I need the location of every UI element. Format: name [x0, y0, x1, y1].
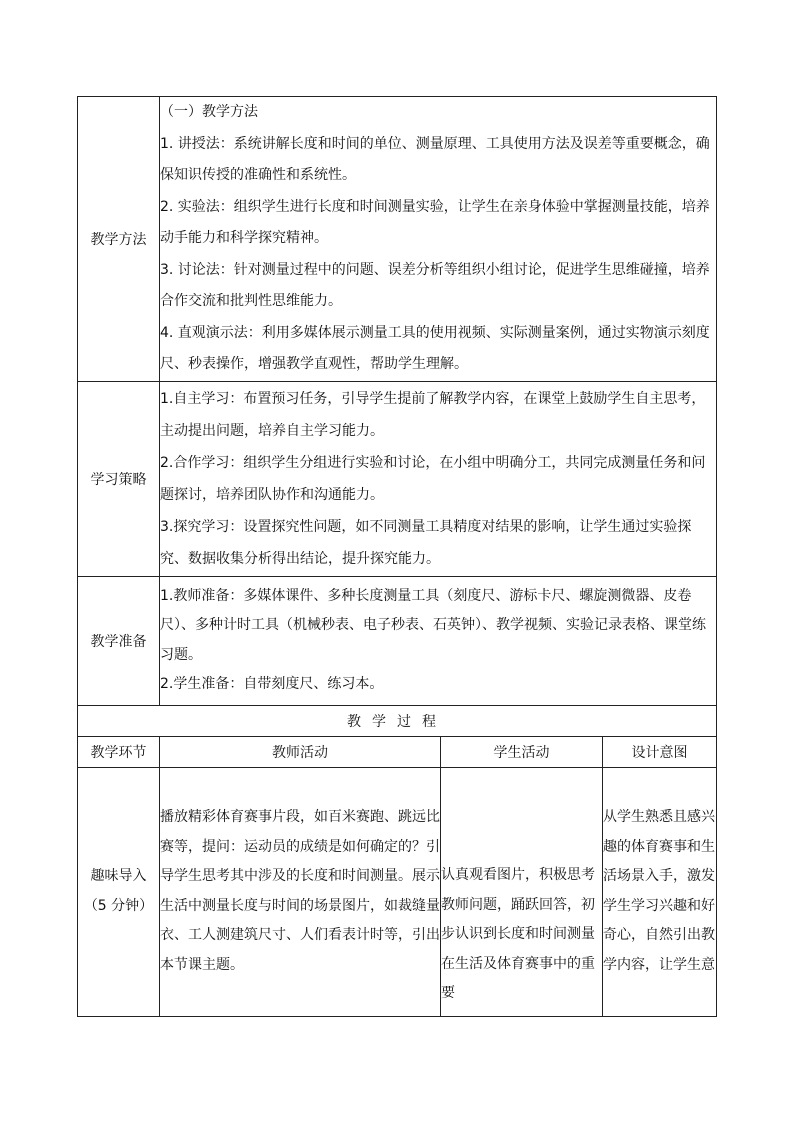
prep-row	[78, 576, 717, 705]
process-column-header-row	[78, 736, 717, 767]
prep-item: 2.学生准备：自带刻度尺、练习本。	[160, 676, 384, 692]
process-row	[78, 767, 717, 1016]
process-heading: 教学过程	[78, 705, 717, 736]
strategy-label: 学习策略	[78, 381, 160, 576]
methods-label: 教学方法	[78, 97, 160, 382]
strategy-item: 3.探究学习：设置探究性问题，如不同测量工具精度对结果的影响，让学生通过实验探究、数据收集分析得出结论，提升探究能力。	[160, 518, 692, 567]
column-header-stage: 教学环节	[78, 736, 160, 767]
methods-title: （一）教学方法	[160, 104, 258, 120]
prep-label: 教学准备	[78, 576, 160, 705]
strategy-row	[78, 381, 717, 576]
column-header-teacher: 教师活动	[160, 736, 441, 767]
design-intent-cell: 从学生熟悉且感兴趣的体育赛事和生活场景入手，激发学生学习兴趣和好奇心，自然引出教学内容，让学生意	[603, 767, 717, 1016]
strategy-item: 1.自主学习：布置预习任务，引导学生提前了解教学内容，在课堂上鼓励学生自主思考，主动提出问题，培养自主学习能力。	[160, 390, 706, 439]
lesson-plan-table	[77, 96, 717, 1017]
column-header-intent: 设计意图	[603, 736, 717, 767]
methods-item: 2. 实验法：组织学生进行长度和时间测量实验，让学生在亲身体验中掌握测量技能，培养动手能力和科学探究精神。	[160, 198, 710, 246]
strategy-content	[160, 381, 717, 576]
column-header-student: 学生活动	[441, 736, 603, 767]
process-heading-row	[78, 705, 717, 736]
teacher-activity-cell: 播放精彩体育赛事片段，如百米赛跑、跳远比赛等，提问：运动员的成绩是如何确定的？引导学生思考其中涉及的长度和时间测量。展示生活中测量长度与时间的场景图片，如裁缝量衣、工人测建筑尺寸、人们看表计时等，引出本节课主题。	[160, 767, 441, 1016]
methods-item: 1. 讲授法：系统讲解长度和时间的单位、测量原理、工具使用方法及误差等重要概念，确保知识传授的准确性和系统性。	[160, 135, 710, 183]
student-activity-cell: 认真观看图片，积极思考教师问题，踊跃回答，初步认识到长度和时间测量在生活及体育赛事中的重要	[441, 767, 603, 1016]
strategy-item: 2.合作学习：组织学生分组进行实验和讨论，在小组中明确分工，共同完成测量任务和问题探讨，培养团队协作和沟通能力。	[160, 454, 706, 503]
prep-content	[160, 576, 717, 705]
methods-item: 3. 讨论法：针对测量过程中的问题、误差分析等组织小组讨论，促进学生思维碰撞，培养合作交流和批判性思维能力。	[160, 261, 710, 309]
methods-row	[78, 97, 717, 382]
methods-content	[160, 97, 717, 382]
methods-item: 4. 直观演示法：利用多媒体展示测量工具的使用视频、实际测量案例，通过实物演示刻度尺、秒表操作，增强教学直观性，帮助学生理解。	[160, 324, 710, 372]
prep-item: 1.教师准备：多媒体课件、多种长度测量工具（刻度尺、游标卡尺、螺旋测微器、皮卷尺）、多种计时工具（机械秒表、电子秒表、石英钟）、教学视频、实验记录表格、课堂练习题。	[160, 587, 706, 663]
stage-cell: 趣味导入（5 分钟）	[78, 767, 160, 1016]
